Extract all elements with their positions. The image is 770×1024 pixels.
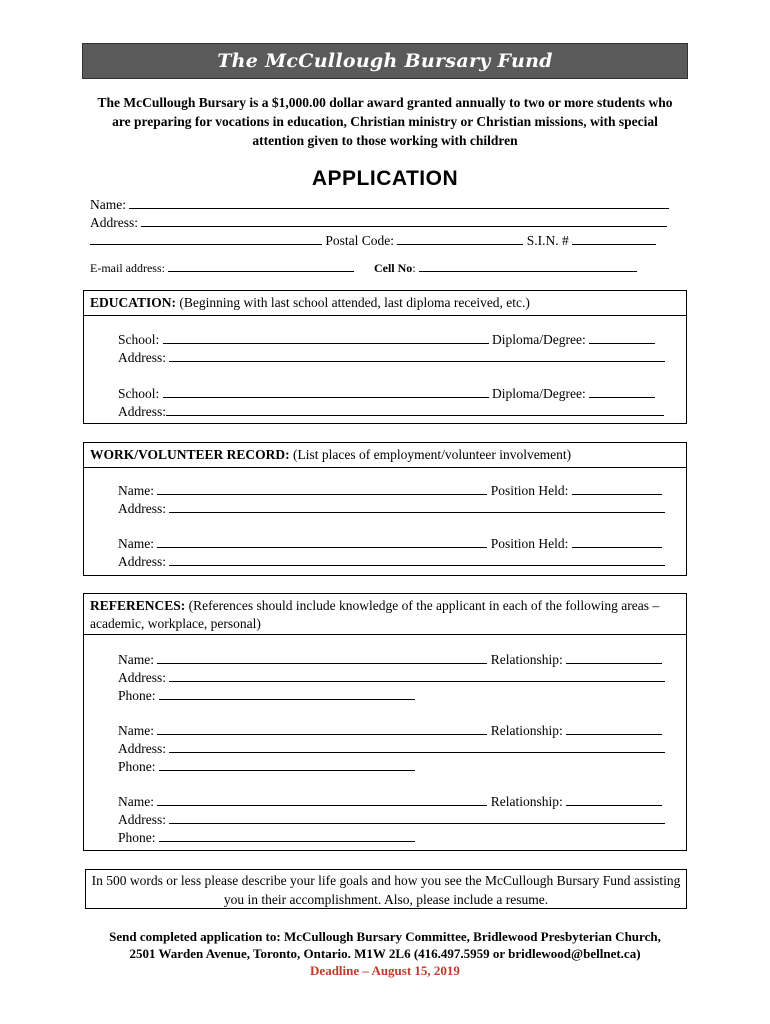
cell-field[interactable] [419, 258, 637, 272]
work-name-1-row [118, 481, 662, 500]
intro-paragraph: The McCullough Bursary is a $1,000.00 dollar award granted annually to two or more students who are preparing for vocations in education, Christian ministry or Christian missions, with special attention given to those working with children [97, 95, 673, 148]
ref-3-name-field[interactable] [157, 792, 487, 806]
education-heading [90, 294, 680, 312]
work-name-2-row [118, 534, 662, 553]
ref-3-phone-row [118, 828, 415, 847]
application-heading: APPLICATION [311, 167, 459, 190]
ref-name-label: Name: [118, 723, 154, 738]
ref-address-label: Address: [118, 670, 166, 685]
school-label: School: [118, 332, 160, 347]
ref-3-name-row [118, 792, 662, 811]
ref-phone-label: Phone: [118, 830, 156, 845]
ref-3-phone-field[interactable] [159, 828, 415, 842]
ref-address-label: Address: [118, 812, 166, 827]
education-heading-note: (Beginning with last school attended, last diploma received, etc.) [176, 295, 530, 310]
name-field[interactable] [129, 195, 669, 209]
footer-line-1: Send completed application to: McCullough Bursary Committee, Bridlewood Presbyterian Church, [109, 929, 661, 944]
work-address-1-field[interactable] [169, 499, 665, 513]
ref-1-name-row [118, 650, 662, 669]
address-line2-field[interactable] [90, 231, 322, 245]
ref-2-phone-row [118, 757, 415, 776]
education-school-1-row [118, 330, 655, 349]
references-heading-title: REFERENCES: [90, 598, 186, 613]
essay-instructions: In 500 words or less please describe your life goals and how you see the McCullough Bursary Fund assisting you in their accomplishment. Also, please include a resume. [91, 873, 681, 907]
banner-title: The McCullough Bursary Fund [217, 50, 553, 72]
school-address-1-field[interactable] [169, 348, 665, 362]
postal-code-field[interactable] [397, 231, 523, 245]
education-address-2-row [118, 402, 664, 421]
work-name-label: Name: [118, 536, 154, 551]
ref-3-relationship-field[interactable] [566, 792, 662, 806]
name-label: Name: [90, 197, 126, 212]
address-label: Address: [90, 215, 138, 230]
work-heading-note: (List places of employment/volunteer involvement) [289, 447, 572, 462]
ref-phone-label: Phone: [118, 688, 156, 703]
ref-1-address-row [118, 668, 665, 687]
ref-name-label: Name: [118, 652, 154, 667]
submission-footer [60, 928, 710, 979]
diploma-label: Diploma/Degree: [492, 332, 586, 347]
work-name-label: Name: [118, 483, 154, 498]
relationship-label: Relationship: [490, 794, 563, 809]
contact-row [90, 258, 637, 277]
references-heading-note: (References should include knowledge of the applicant in each of the following areas – academic, workplace, personal) [90, 598, 660, 631]
position-2-field[interactable] [572, 534, 662, 548]
education-divider [84, 315, 686, 316]
ref-2-phone-field[interactable] [159, 757, 415, 771]
education-address-1-row [118, 348, 665, 367]
work-heading-title: WORK/VOLUNTEER RECORD: [90, 447, 290, 462]
email-field[interactable] [168, 258, 354, 272]
deadline-text: Deadline – August 15, 2019 [310, 963, 460, 978]
ref-2-relationship-field[interactable] [566, 721, 662, 735]
education-school-2-row [118, 384, 655, 403]
work-heading [90, 446, 680, 464]
sin-field[interactable] [572, 231, 656, 245]
ref-name-label: Name: [118, 794, 154, 809]
title-banner [82, 43, 688, 79]
relationship-label: Relationship: [490, 652, 563, 667]
ref-1-phone-field[interactable] [159, 686, 415, 700]
work-address-2-row [118, 552, 665, 571]
references-heading [90, 597, 680, 633]
references-divider [84, 634, 686, 635]
diploma-1-field[interactable] [589, 330, 655, 344]
position-1-field[interactable] [572, 481, 662, 495]
cell-colon: : [412, 261, 416, 275]
work-divider [84, 467, 686, 468]
school-label: School: [118, 386, 160, 401]
ref-2-address-field[interactable] [169, 739, 665, 753]
school-2-field[interactable] [163, 384, 489, 398]
ref-phone-label: Phone: [118, 759, 156, 774]
work-address-label: Address: [118, 554, 166, 569]
footer-line-2: 2501 Warden Avenue, Toronto, Ontario. M1W 2L6 (416.497.5959 or bridlewood@bellnet.ca) [129, 946, 641, 961]
diploma-label: Diploma/Degree: [492, 386, 586, 401]
ref-1-phone-row [118, 686, 415, 705]
name-row [90, 195, 669, 214]
ref-2-address-row [118, 739, 665, 758]
relationship-label: Relationship: [490, 723, 563, 738]
address-field[interactable] [141, 213, 667, 227]
ref-1-address-field[interactable] [169, 668, 665, 682]
ref-address-label: Address: [118, 741, 166, 756]
address-label: Address: [118, 350, 166, 365]
ref-1-name-field[interactable] [157, 650, 487, 664]
address-line2-row [90, 231, 656, 250]
position-label: Position Held: [490, 536, 569, 551]
work-address-label: Address: [118, 501, 166, 516]
ref-2-name-field[interactable] [157, 721, 487, 735]
school-address-2-field[interactable] [166, 402, 664, 416]
position-label: Position Held: [490, 483, 569, 498]
ref-2-name-row [118, 721, 662, 740]
ref-3-address-field[interactable] [169, 810, 665, 824]
work-address-2-field[interactable] [169, 552, 665, 566]
cell-label: Cell No [373, 261, 413, 275]
email-label: E-mail address: [90, 261, 165, 275]
address-row [90, 213, 667, 232]
ref-3-address-row [118, 810, 665, 829]
ref-1-relationship-field[interactable] [566, 650, 662, 664]
work-address-1-row [118, 499, 665, 518]
sin-label: S.I.N. # [526, 233, 569, 248]
essay-instructions-box [85, 869, 687, 909]
address-label: Address: [118, 404, 166, 419]
school-1-field[interactable] [163, 330, 489, 344]
diploma-2-field[interactable] [589, 384, 655, 398]
work-name-1-field[interactable] [157, 481, 487, 495]
work-name-2-field[interactable] [157, 534, 487, 548]
education-heading-title: EDUCATION: [90, 295, 177, 310]
postal-code-label: Postal Code: [325, 233, 395, 248]
